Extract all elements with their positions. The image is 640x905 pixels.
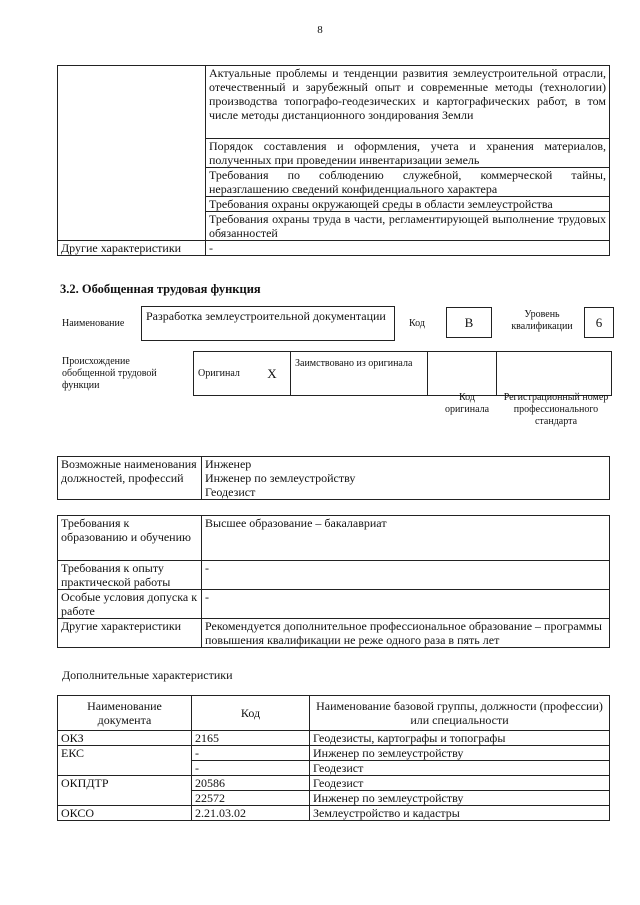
- table-row: [58, 457, 610, 500]
- code-cell: 22572: [192, 791, 310, 806]
- positions-label: Возможные наименования должностей, профессий: [58, 457, 202, 500]
- code-label: Код: [409, 318, 425, 329]
- requirements-table: [57, 515, 610, 648]
- positions-table: [57, 456, 610, 500]
- requirement-value: -: [202, 590, 610, 619]
- original-mark: X: [254, 352, 291, 396]
- table-row: [58, 731, 610, 746]
- code-original-cell: [428, 352, 497, 396]
- position-item: Инженер: [205, 457, 252, 471]
- other-value: -: [206, 241, 610, 256]
- name-label: Наименование: [62, 318, 125, 329]
- page-number: 8: [317, 24, 323, 36]
- doc-cell: ОКПДТР: [58, 776, 192, 806]
- requirement-value: -: [202, 561, 610, 590]
- origin-label: Происхождение обобщенной трудовой функции: [62, 356, 157, 391]
- position-item: Инженер по землеустройству: [205, 471, 356, 485]
- origin-table: [193, 351, 612, 396]
- table-row: [58, 66, 610, 139]
- code-cell: -: [192, 761, 310, 776]
- name-cell: Геодезисты, картографы и топографы: [310, 731, 610, 746]
- header-name: Наименование базовой группы, должности (профессии) или специальности: [310, 696, 610, 731]
- header-code: Код: [192, 696, 310, 731]
- table-row: [58, 619, 610, 648]
- reg-number-cell: [497, 352, 612, 396]
- table-row: [58, 776, 610, 791]
- requirement-label: Требования к опыту практической работы: [58, 561, 202, 590]
- requirement-label: Особые условия допуска к работе: [58, 590, 202, 619]
- original-label: Оригинал: [194, 352, 255, 396]
- extra-title: Дополнительные характеристики: [62, 668, 233, 682]
- header-doc: Наименование документа: [58, 696, 192, 731]
- requirement-value: Рекомендуется дополнительное профессиональное образование – программы повышения квалификации не реже одного раза в пять лет: [202, 619, 610, 648]
- knowledge-table: [57, 65, 610, 256]
- knowledge-item: Требования охраны труда в части, регламентирующей выполнение трудовых обязанностей: [206, 212, 610, 241]
- name-cell: Инженер по землеустройству: [310, 746, 610, 761]
- position-item: Геодезист: [205, 485, 256, 499]
- table-row: [58, 516, 610, 561]
- table-header-row: [58, 696, 610, 731]
- extra-table: [57, 695, 610, 821]
- knowledge-item: Порядок составления и оформления, учета и хранения материалов, полученных при проведении инвентаризации земель: [206, 139, 610, 168]
- knowledge-item: Актуальные проблемы и тенденции развития землеустроительной отрасли, отечественный и зарубежный опыт и современные методы (технологии) производства топографо-геодезических и картографических работ, в том числе методы дистанционного зондирования Земли: [206, 66, 610, 139]
- requirement-value: Высшее образование – бакалавриат: [202, 516, 610, 561]
- empty-label-cell: [58, 66, 206, 241]
- name-cell: Геодезист: [310, 761, 610, 776]
- code-cell: 20586: [192, 776, 310, 791]
- table-row: [58, 561, 610, 590]
- code-cell: -: [192, 746, 310, 761]
- table-row: [58, 590, 610, 619]
- table-row: [58, 806, 610, 821]
- code-cell: 2165: [192, 731, 310, 746]
- requirement-label: Требования к образованию и обучению: [58, 516, 202, 561]
- name-value-box: Разработка землеустроительной документации: [141, 306, 395, 341]
- section-title: 3.2. Обобщенная трудовая функция: [60, 282, 261, 296]
- doc-cell: ОКЗ: [58, 731, 192, 746]
- table-row: [58, 746, 610, 761]
- reg-number-caption: Регистрационный номер профессионального стандарта: [503, 392, 609, 427]
- name-cell: Инженер по землеустройству: [310, 791, 610, 806]
- requirement-label: Другие характеристики: [58, 619, 202, 648]
- borrowed-label: Заимствовано из оригинала: [291, 352, 428, 396]
- other-label: Другие характеристики: [58, 241, 206, 256]
- code-cell: 2.21.03.02: [192, 806, 310, 821]
- table-row: [194, 352, 612, 396]
- name-cell: Геодезист: [310, 776, 610, 791]
- name-cell: Землеустройство и кадастры: [310, 806, 610, 821]
- knowledge-item: Требования охраны окружающей среды в области землеустройства: [206, 197, 610, 212]
- code-value-box: B: [446, 307, 492, 338]
- doc-cell: ОКСО: [58, 806, 192, 821]
- code-original-caption: Код оригинала: [444, 392, 490, 415]
- table-row: [58, 241, 610, 256]
- knowledge-item: Требования по соблюдению служебной, коммерческой тайны, неразглашению сведений конфиденциального характера: [206, 168, 610, 197]
- doc-cell: ЕКС: [58, 746, 192, 776]
- level-value-box: 6: [584, 307, 614, 338]
- level-label: Уровень квалификации: [511, 309, 573, 332]
- positions-values: [202, 457, 610, 500]
